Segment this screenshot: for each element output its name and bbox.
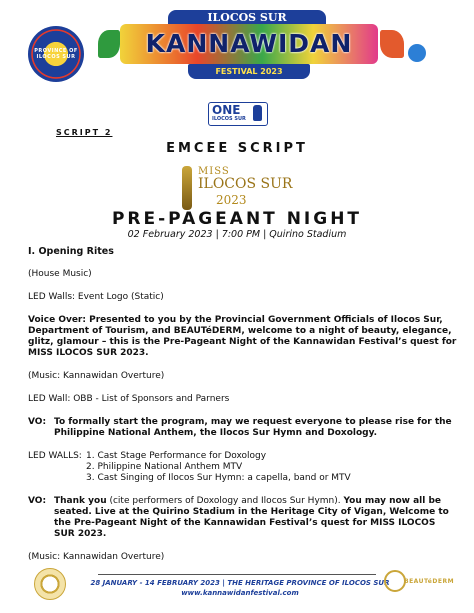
voice-over-anthem [28,417,458,439]
one-ilocos-sur-logo [208,102,268,126]
event-title: PRE-PAGEANT NIGHT [111,209,363,229]
raised-hand-icon [253,105,262,121]
footer-website: www.kannawidanfestival.com [181,589,299,597]
trophy-icon [182,166,192,210]
footer-dates: 28 JANUARY - 14 FEBRUARY 2023 | THE HERITAGE PROVINCE OF ILOCOS SUR [90,579,390,587]
cue-music-overture: (Music: Kannawidan Overture) [28,371,165,381]
miss-ilocos-sur-logo [176,166,300,210]
miss-logo-year: 2023 [216,193,247,207]
seal-text: PROVINCE OF ILOCOS SUR [34,48,78,60]
provincial-seal [28,26,84,82]
sponsor-mark-icon [384,570,406,592]
vo-text: To formally start the program, may we request everyone to please rise for the Philippine National Anthem, the Ilocos Sur Hymn and Doxology. [54,417,452,438]
cue-led-walls-logo: LED Walls: Event Logo (Static) [28,292,164,302]
leaf-decoration [98,30,120,58]
script-body [28,246,458,563]
cue-led-wall-obb: LED Wall: OBB - List of Sponsors and Parners [28,394,230,404]
event-date-line: 02 February 2023 | 7:00 PM | Quirino Stadium [127,229,347,240]
festival-seal-icon [34,568,66,600]
festival-subtitle: FESTIVAL 2023 [188,64,310,79]
led-walls-label: LED WALLS: [28,451,82,461]
voice-over-intro: Voice Over: Presented to you by the Provincial Government Officials of Ilocos Sur, Department of Tourism, and BEAUTéDERM, welcome to a night of beauty, elegance, glitz, glamour – this is the Pre-Pageant Night of the Kannawidan Festival’s quest for MISS ILOCOS SUR 2023. [28,315,457,358]
voice-over-welcome [28,496,458,540]
festival-title: KANNAWIDAN [120,24,378,64]
led-walls-list [28,451,458,484]
vo-text: Thank you (cite performers of Doxology and Ilocos Sur Hymn). You may now all be seated. Live at the Quirino Stadium in the Heritage City of Vigan, Welcome to the Pre-Pageant Night of the Kannawidan Festival’s quest for MISS ILOCOS SUR 2023. [54,496,449,539]
section-heading: I. Opening Rites [28,246,114,257]
vo-label: VO: [28,417,47,427]
one-logo-word: ONE [212,103,241,117]
sponsor-name: BEAUTéDERM [404,578,455,585]
banner-ribbon: ILOCOS SUR [168,10,326,26]
footer-divider [98,574,376,575]
page-footer [0,564,474,613]
vo-label: VO: [28,496,47,506]
miss-logo-name: ILOCOS SUR [198,176,293,192]
script-number: SCRIPT 2 [56,128,113,137]
emcee-heading: EMCEE SCRIPT [166,141,308,156]
festival-banner [28,4,460,96]
miss-logo-word: MISS [198,166,230,177]
led-item: 2. Philippine National Anthem MTV [86,462,243,472]
cue-house-music: (House Music) [28,269,92,279]
sponsor-logo [384,570,455,596]
led-item: 3. Cast Singing of Ilocos Sur Hymn: a capella, band or MTV [86,473,351,483]
led-item: 1. Cast Stage Performance for Doxology [86,451,267,461]
bubble-decoration [408,44,426,62]
one-logo-sub: ILOCOS SUR [212,116,246,122]
flower-decoration [380,30,404,58]
cue-music-overture-2: (Music: Kannawidan Overture) [28,552,165,562]
